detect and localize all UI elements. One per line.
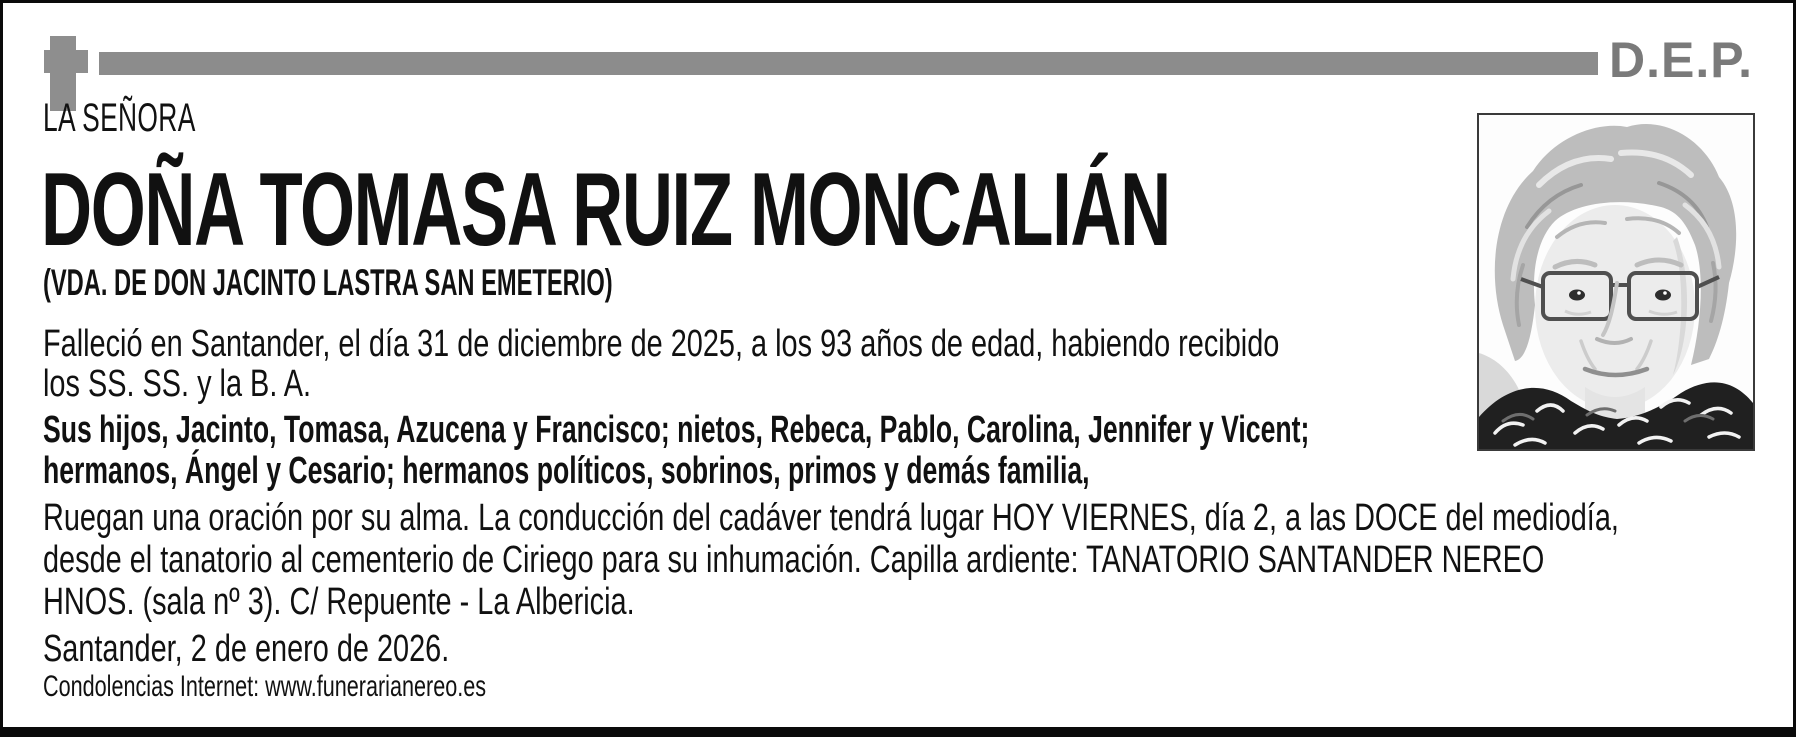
- death-line-1: Falleció en Santander, el día 31 de diciembre de 2025, a los 93 años de edad, habiendo recibido: [43, 323, 1280, 365]
- funeral-line-3: HNOS. (sala nº 3). C/ Repuente - La Albericia.: [43, 581, 635, 623]
- family-line-2: hermanos, Ángel y Cesario; hermanos políticos, sobrinos, primos y demás familia,: [43, 450, 1090, 492]
- cross-icon-arm: [44, 50, 88, 73]
- funeral-line-2: desde el tanatorio al cementerio de Ciriego para su inhumación. Capilla ardiente: TANATORIO SANTANDER NEREO: [43, 539, 1545, 581]
- death-line-2: los SS. SS. y la B. A.: [43, 363, 312, 405]
- header-rule: [99, 52, 1598, 75]
- condolences-line: Condolencias Internet: www.funerarianereo.es: [43, 670, 487, 703]
- portrait-photo: [1477, 113, 1755, 451]
- family-line-1: Sus hijos, Jacinto, Tomasa, Azucena y Francisco; nietos, Rebeca, Pablo, Carolina, Jennifer y Vicent;: [43, 409, 1310, 451]
- portrait-illustration: [1479, 115, 1753, 449]
- deceased-name: DOÑA TOMASA RUIZ MONCALIÁN: [41, 152, 1170, 268]
- dateline: Santander, 2 de enero de 2026.: [43, 628, 450, 670]
- pre-title: LA SEÑORA: [43, 96, 196, 140]
- widow-of-line: (VDA. DE DON JACINTO LASTRA SAN EMETERIO): [43, 262, 613, 303]
- dep-label: D.E.P.: [1609, 32, 1754, 88]
- funeral-line-1: Ruegan una oración por su alma. La conducción del cadáver tendrá lugar HOY VIERNES, día 2, a las DOCE del mediodía,: [43, 497, 1619, 539]
